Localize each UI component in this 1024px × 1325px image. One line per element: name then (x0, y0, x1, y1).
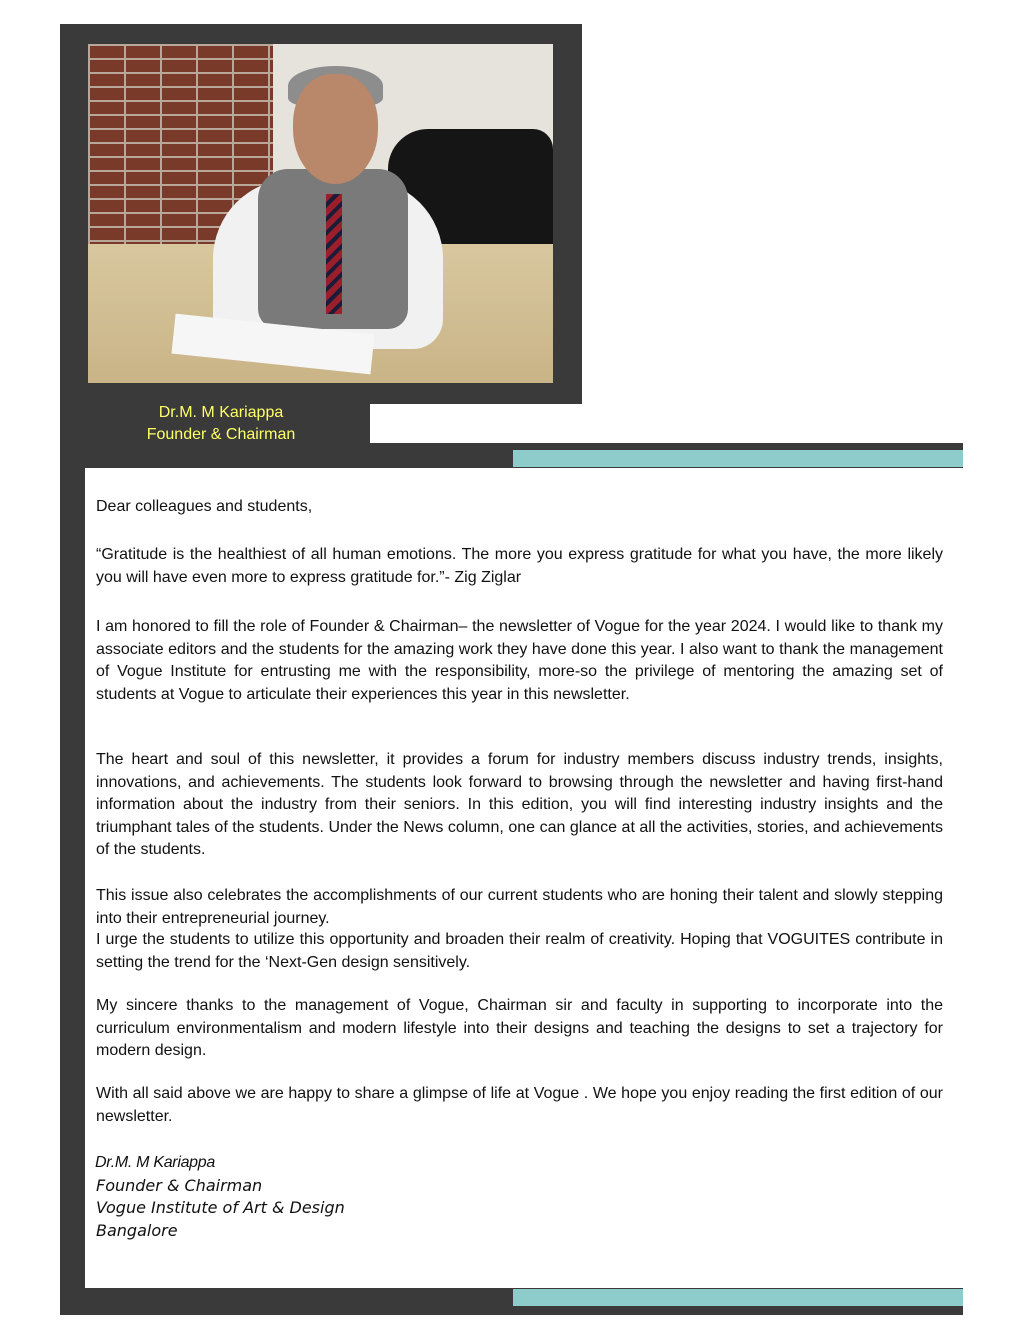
letter-paragraph: My sincere thanks to the management of Vogue, Chairman sir and faculty in supporting to incorporate into the curriculum environmentalism and modern lifestyle into their designs and teaching the designs to set a trajectory for modern design. (96, 997, 943, 1059)
signature-city: Bangalore (96, 1221, 178, 1240)
signature-institution: Vogue Institute of Art & Design (96, 1198, 345, 1217)
signature-name: Dr.M. M Kariappa (95, 1154, 215, 1171)
signature-title: Founder & Chairman (96, 1176, 263, 1195)
photo-head (293, 74, 378, 184)
letter-greeting: Dear colleagues and students, (96, 498, 313, 515)
letter-quote: “Gratitude is the healthiest of all human emotions. The more you express gratitude for what you have, the more likely you will have even more to express gratitude for.”- Zig Ziglar (96, 546, 943, 586)
letter-paragraph: I am honored to fill the role of Founder & Chairman– the newsletter of Vogue for the year 2024. I would like to thank my associate editors and the students for the amazing work they have done this year. I also want to thank the management of Vogue Institute for entrusting me with the responsibility, more-so the privilege of mentoring the amazing set of students at Vogue to articulate their experiences this year in this newsletter. (96, 618, 943, 703)
photo-tie (326, 194, 342, 314)
left-border-strip (60, 448, 85, 1314)
caption-title: Founder & Chairman (146, 426, 296, 443)
letter-paragraph: With all said above we are happy to share a glimpse of life at Vogue . We hope you enjoy reading the first edition of our newsletter. (96, 1085, 943, 1125)
caption-name: Dr.M. M Kariappa (158, 404, 284, 421)
letter-paragraph: The heart and soul of this newsletter, it provides a forum for industry members discuss industry trends, insights, innovations, and achievements. The students look forward to browsing through the newsletter and having first-hand information about the industry from their seniors. In this edition, you will find interesting industry insights and the triumphant tales of the students. Under the News column, one can glance at all the activities, stories, and achievements of the students. (96, 751, 943, 858)
bottom-accent-bar (513, 1289, 963, 1306)
letter-paragraph: I urge the students to utilize this opportunity and broaden their realm of creativity. Hoping that VOGUITES contribute in setting the trend for the ‘Next-Gen design sensitively. (96, 931, 943, 971)
letter-paragraph: This issue also celebrates the accomplishments of our current students who are honing their talent and slowly stepping into their entrepreneurial journey. (96, 887, 943, 927)
chairman-portrait-photo (88, 44, 553, 383)
top-accent-bar (513, 450, 963, 467)
